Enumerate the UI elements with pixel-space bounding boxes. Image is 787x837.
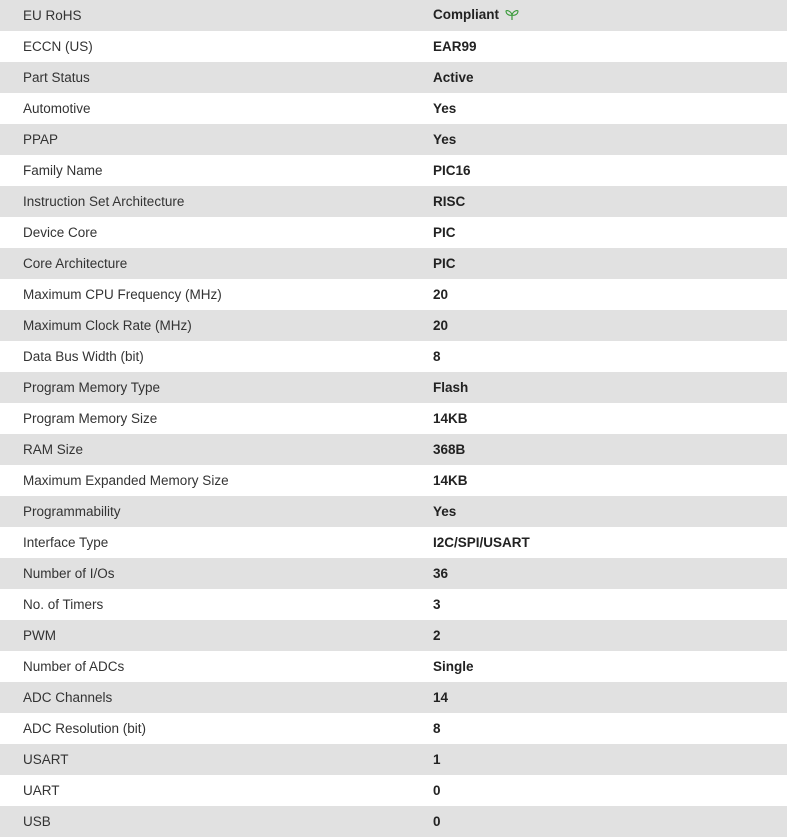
spec-row-usart [0, 744, 787, 775]
spec-value: 1 [433, 744, 787, 775]
spec-value: 8 [433, 341, 787, 372]
spec-row-program-memory-type [0, 372, 787, 403]
spec-label: UART [0, 775, 433, 806]
spec-value: 368B [433, 434, 787, 465]
spec-row-programmability [0, 496, 787, 527]
spec-label: Part Status [0, 62, 433, 93]
spec-value: Single [433, 651, 787, 682]
spec-value: Flash [433, 372, 787, 403]
spec-label: ADC Resolution (bit) [0, 713, 433, 744]
spec-row-max-clock-rate [0, 310, 787, 341]
spec-value: Active [433, 62, 787, 93]
spec-row-device-core [0, 217, 787, 248]
spec-value: PIC [433, 217, 787, 248]
spec-value-text: Compliant [433, 7, 499, 22]
spec-row-isa [0, 186, 787, 217]
spec-value: 36 [433, 558, 787, 589]
spec-row-uart [0, 775, 787, 806]
spec-label: Instruction Set Architecture [0, 186, 433, 217]
spec-value: EAR99 [433, 31, 787, 62]
spec-row-max-cpu-frequency [0, 279, 787, 310]
leaf-icon [505, 9, 519, 24]
spec-label: PPAP [0, 124, 433, 155]
spec-label: USB [0, 806, 433, 837]
spec-label: Number of I/Os [0, 558, 433, 589]
spec-row-adc-resolution [0, 713, 787, 744]
spec-value: Yes [433, 93, 787, 124]
spec-value: 3 [433, 589, 787, 620]
spec-row-core-architecture [0, 248, 787, 279]
spec-label: EU RoHS [0, 0, 433, 31]
spec-value: 14KB [433, 403, 787, 434]
spec-row-interface-type [0, 527, 787, 558]
spec-label: Number of ADCs [0, 651, 433, 682]
spec-value: 2 [433, 620, 787, 651]
spec-label: Maximum CPU Frequency (MHz) [0, 279, 433, 310]
spec-label: Interface Type [0, 527, 433, 558]
spec-label: Program Memory Type [0, 372, 433, 403]
spec-value: 8 [433, 713, 787, 744]
spec-label: Core Architecture [0, 248, 433, 279]
spec-value: PIC [433, 248, 787, 279]
spec-row-ram-size [0, 434, 787, 465]
spec-row-eccn [0, 31, 787, 62]
spec-row-max-expanded-memory [0, 465, 787, 496]
spec-label: Maximum Clock Rate (MHz) [0, 310, 433, 341]
spec-row-part-status [0, 62, 787, 93]
spec-label: RAM Size [0, 434, 433, 465]
spec-label: Program Memory Size [0, 403, 433, 434]
spec-label: ECCN (US) [0, 31, 433, 62]
spec-row-eu-rohs [0, 0, 787, 31]
spec-row-adc-channels [0, 682, 787, 713]
spec-label: Automotive [0, 93, 433, 124]
spec-label: Programmability [0, 496, 433, 527]
spec-row-family-name [0, 155, 787, 186]
spec-label: Family Name [0, 155, 433, 186]
spec-row-data-bus-width [0, 341, 787, 372]
spec-value: 14KB [433, 465, 787, 496]
spec-row-usb [0, 806, 787, 837]
spec-row-ppap [0, 124, 787, 155]
spec-label: PWM [0, 620, 433, 651]
spec-value [433, 0, 787, 31]
spec-value: PIC16 [433, 155, 787, 186]
spec-label: Maximum Expanded Memory Size [0, 465, 433, 496]
spec-value: I2C/SPI/USART [433, 527, 787, 558]
spec-value: 20 [433, 310, 787, 341]
spec-row-timers [0, 589, 787, 620]
spec-label: No. of Timers [0, 589, 433, 620]
spec-row-program-memory-size [0, 403, 787, 434]
spec-label: Data Bus Width (bit) [0, 341, 433, 372]
spec-value: RISC [433, 186, 787, 217]
spec-row-number-of-ios [0, 558, 787, 589]
spec-value: Yes [433, 496, 787, 527]
spec-row-pwm [0, 620, 787, 651]
spec-label: USART [0, 744, 433, 775]
spec-row-automotive [0, 93, 787, 124]
spec-row-number-of-adcs [0, 651, 787, 682]
spec-value: 20 [433, 279, 787, 310]
spec-value: Yes [433, 124, 787, 155]
spec-label: ADC Channels [0, 682, 433, 713]
spec-value: 14 [433, 682, 787, 713]
spec-value: 0 [433, 806, 787, 837]
spec-label: Device Core [0, 217, 433, 248]
spec-value: 0 [433, 775, 787, 806]
